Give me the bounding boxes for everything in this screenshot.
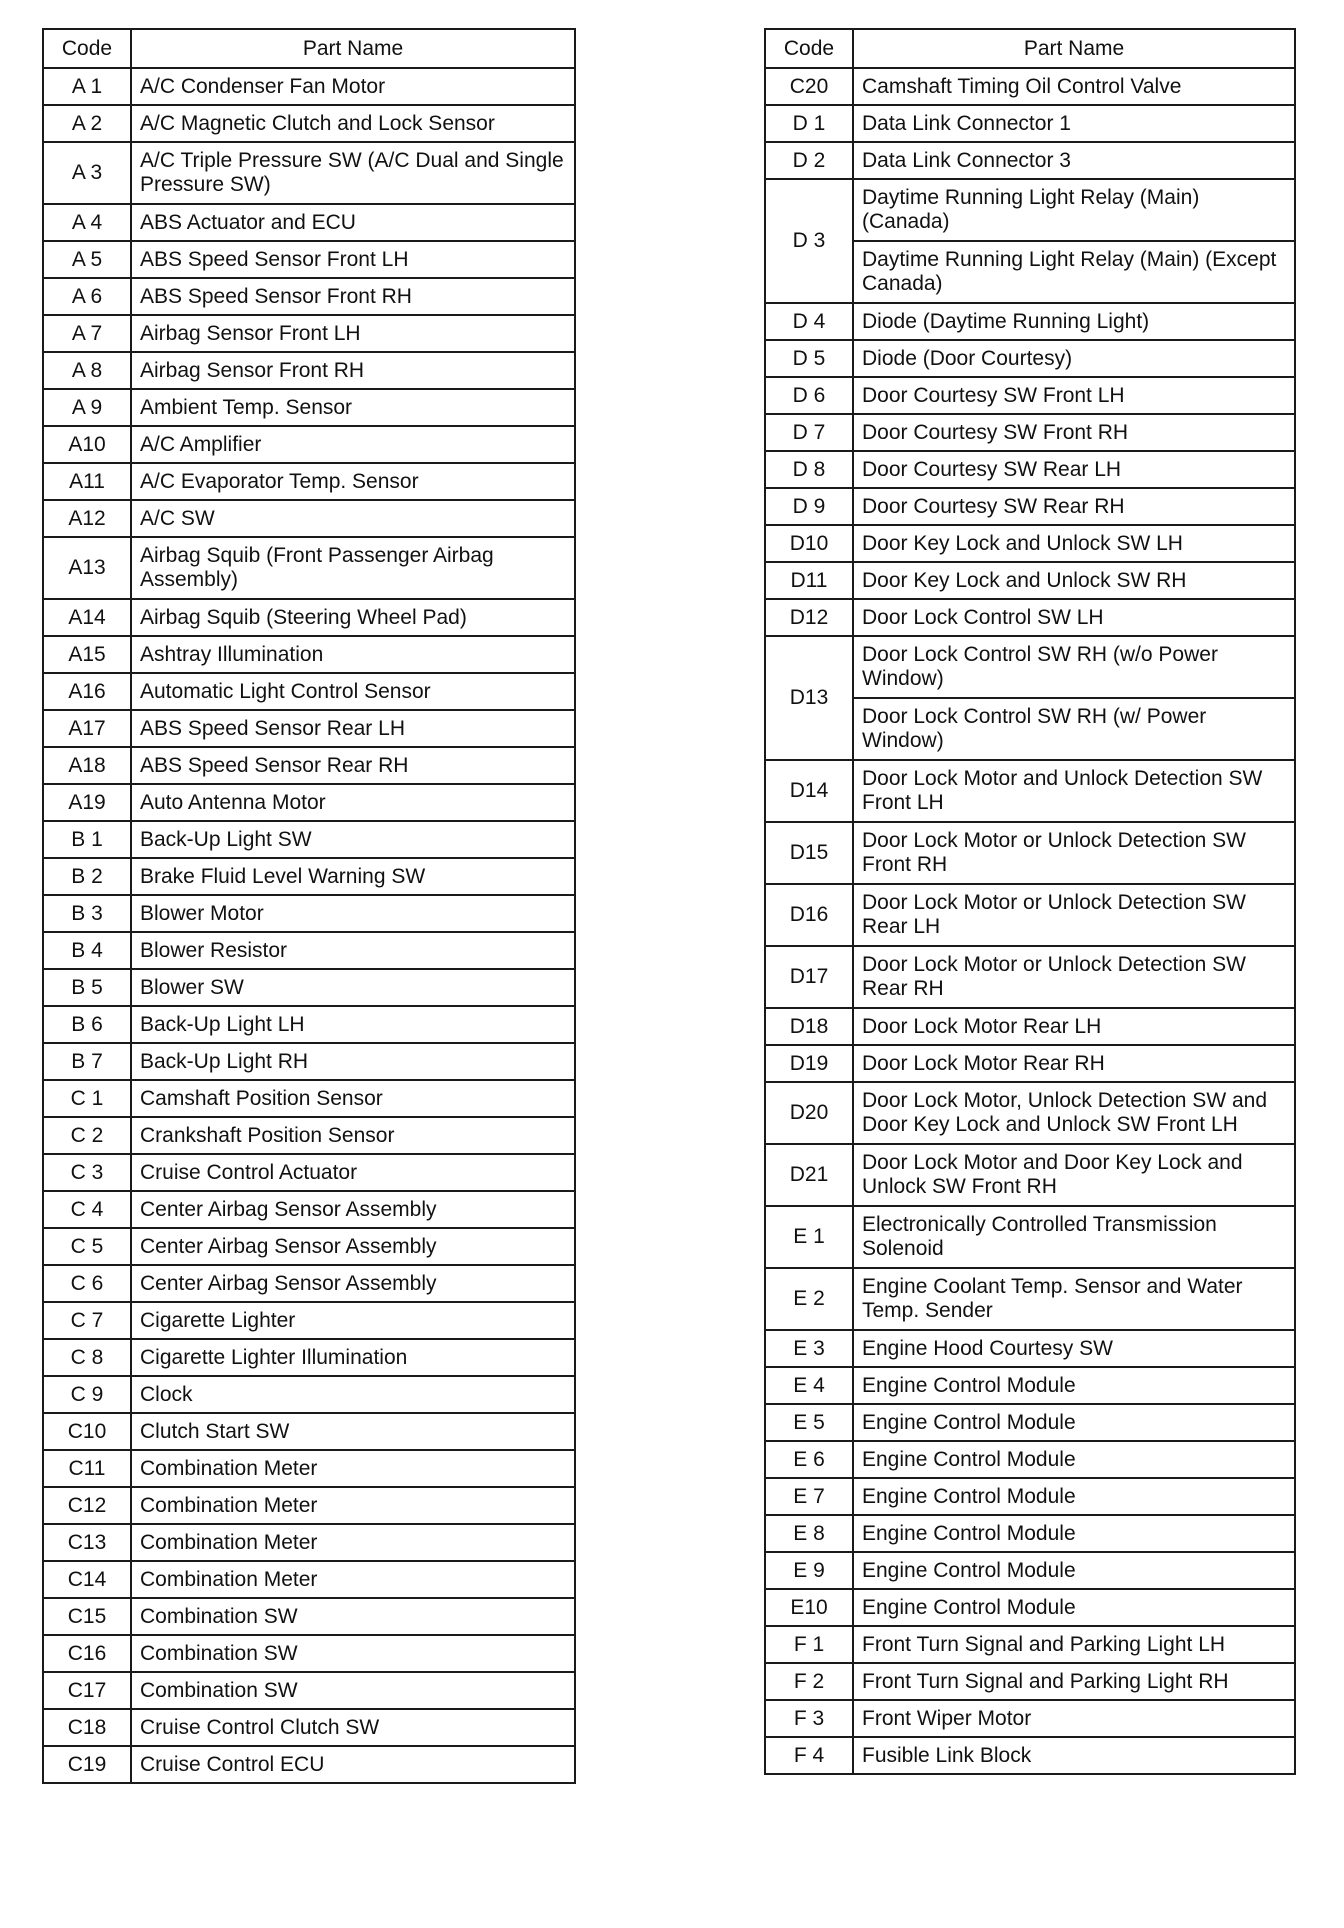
part-name: Door Lock Control SW RH (w/o Power Window) (853, 636, 1295, 698)
part-code: B 2 (43, 858, 131, 895)
part-code: A12 (43, 500, 131, 537)
table-row (43, 426, 575, 463)
part-code: A10 (43, 426, 131, 463)
table-row (43, 747, 575, 784)
table-row (43, 142, 575, 204)
table-row (43, 969, 575, 1006)
part-name: Front Turn Signal and Parking Light LH (853, 1626, 1295, 1663)
table-header-row (765, 29, 1295, 68)
part-name: Daytime Running Light Relay (Main) (Canada) (853, 179, 1295, 241)
part-name: Door Key Lock and Unlock SW RH (853, 562, 1295, 599)
part-name: Front Turn Signal and Parking Light RH (853, 1663, 1295, 1700)
part-code: D11 (765, 562, 853, 599)
table-row (765, 1589, 1295, 1626)
part-code: E10 (765, 1589, 853, 1626)
part-code: F 1 (765, 1626, 853, 1663)
part-name: Front Wiper Motor (853, 1700, 1295, 1737)
parts-table-left (42, 28, 576, 1784)
part-name: Engine Control Module (853, 1367, 1295, 1404)
table-row (43, 1080, 575, 1117)
part-name: Brake Fluid Level Warning SW (131, 858, 575, 895)
table-row (43, 858, 575, 895)
part-name: Crankshaft Position Sensor (131, 1117, 575, 1154)
part-name-column-header: Part Name (853, 29, 1295, 68)
table-row (43, 1339, 575, 1376)
part-code: E 2 (765, 1268, 853, 1330)
table-row (765, 105, 1295, 142)
table-row (43, 1376, 575, 1413)
part-code: A 3 (43, 142, 131, 204)
parts-table-right (764, 28, 1296, 1775)
part-code: D14 (765, 760, 853, 822)
table-row (765, 1441, 1295, 1478)
part-name: Airbag Sensor Front LH (131, 315, 575, 352)
table-row (765, 1478, 1295, 1515)
part-name: Cruise Control Clutch SW (131, 1709, 575, 1746)
table-row (765, 1700, 1295, 1737)
table-row (43, 1302, 575, 1339)
part-name: Diode (Daytime Running Light) (853, 303, 1295, 340)
table-row (43, 710, 575, 747)
part-code: E 8 (765, 1515, 853, 1552)
part-name: Door Key Lock and Unlock SW LH (853, 525, 1295, 562)
part-name: Auto Antenna Motor (131, 784, 575, 821)
part-code: C 4 (43, 1191, 131, 1228)
table-row (43, 673, 575, 710)
part-code: A14 (43, 599, 131, 636)
part-code: C 1 (43, 1080, 131, 1117)
part-name: Engine Control Module (853, 1441, 1295, 1478)
part-code: C 9 (43, 1376, 131, 1413)
table-row (43, 932, 575, 969)
table-row (43, 241, 575, 278)
part-name: Ambient Temp. Sensor (131, 389, 575, 426)
part-code: C12 (43, 1487, 131, 1524)
table-row (765, 377, 1295, 414)
table-row (43, 1524, 575, 1561)
part-code: C 3 (43, 1154, 131, 1191)
part-name: Ashtray Illumination (131, 636, 575, 673)
part-name: Back-Up Light LH (131, 1006, 575, 1043)
part-name: Door Courtesy SW Front LH (853, 377, 1295, 414)
part-code: A 5 (43, 241, 131, 278)
table-row (765, 142, 1295, 179)
table-row (765, 599, 1295, 636)
table-row (43, 537, 575, 599)
part-code: C20 (765, 68, 853, 105)
part-code: D10 (765, 525, 853, 562)
part-code: A 2 (43, 105, 131, 142)
table-row (765, 946, 1295, 1008)
table-row (765, 562, 1295, 599)
table-row (43, 1487, 575, 1524)
table-row (765, 1082, 1295, 1144)
part-code: A13 (43, 537, 131, 599)
table-row (43, 1043, 575, 1080)
part-name: Door Lock Control SW RH (w/ Power Window) (853, 698, 1295, 760)
part-code: A15 (43, 636, 131, 673)
part-code: B 7 (43, 1043, 131, 1080)
part-name-column-header: Part Name (131, 29, 575, 68)
table-row (43, 895, 575, 932)
part-name: Data Link Connector 3 (853, 142, 1295, 179)
part-code: F 4 (765, 1737, 853, 1774)
part-name: Door Courtesy SW Rear LH (853, 451, 1295, 488)
table-row (43, 1746, 575, 1783)
part-code: A17 (43, 710, 131, 747)
part-name: ABS Speed Sensor Front LH (131, 241, 575, 278)
part-name: ABS Speed Sensor Rear LH (131, 710, 575, 747)
table-row (765, 1045, 1295, 1082)
part-name: Door Lock Motor and Door Key Lock and Unlock SW Front RH (853, 1144, 1295, 1206)
table-row (43, 599, 575, 636)
part-code: E 9 (765, 1552, 853, 1589)
part-name: Engine Coolant Temp. Sensor and Water Temp. Sender (853, 1268, 1295, 1330)
part-code: F 3 (765, 1700, 853, 1737)
part-name: A/C Magnetic Clutch and Lock Sensor (131, 105, 575, 142)
table-row (765, 488, 1295, 525)
part-name: Engine Control Module (853, 1515, 1295, 1552)
table-row (765, 179, 1295, 241)
table-row (765, 1330, 1295, 1367)
part-code: A18 (43, 747, 131, 784)
part-code: A19 (43, 784, 131, 821)
part-code: D17 (765, 946, 853, 1008)
part-name: Engine Control Module (853, 1589, 1295, 1626)
part-name: Door Courtesy SW Front RH (853, 414, 1295, 451)
table-row (43, 68, 575, 105)
part-name: Combination Meter (131, 1524, 575, 1561)
part-name: Clock (131, 1376, 575, 1413)
part-code: E 3 (765, 1330, 853, 1367)
part-name: ABS Speed Sensor Rear RH (131, 747, 575, 784)
part-name: Cruise Control ECU (131, 1746, 575, 1783)
part-name: Door Lock Motor or Unlock Detection SW Front RH (853, 822, 1295, 884)
table-row (43, 1598, 575, 1635)
part-name: Camshaft Timing Oil Control Valve (853, 68, 1295, 105)
table-row (765, 1268, 1295, 1330)
table-row (765, 1737, 1295, 1774)
part-code: E 5 (765, 1404, 853, 1441)
part-name: Airbag Sensor Front RH (131, 352, 575, 389)
part-name: Door Courtesy SW Rear RH (853, 488, 1295, 525)
table-row (43, 352, 575, 389)
part-name: Cruise Control Actuator (131, 1154, 575, 1191)
part-code: D21 (765, 1144, 853, 1206)
part-code: D 8 (765, 451, 853, 488)
part-code: A11 (43, 463, 131, 500)
part-code: F 2 (765, 1663, 853, 1700)
part-name: Center Airbag Sensor Assembly (131, 1191, 575, 1228)
table-row (765, 822, 1295, 884)
code-column-header: Code (43, 29, 131, 68)
part-code: A 6 (43, 278, 131, 315)
part-code: D13 (765, 636, 853, 760)
part-code: A 4 (43, 204, 131, 241)
part-name: Combination Meter (131, 1450, 575, 1487)
part-name: Blower Motor (131, 895, 575, 932)
part-code: C14 (43, 1561, 131, 1598)
part-code: C 7 (43, 1302, 131, 1339)
code-column-header: Code (765, 29, 853, 68)
part-code: A 7 (43, 315, 131, 352)
part-name: Engine Control Module (853, 1478, 1295, 1515)
part-code: D18 (765, 1008, 853, 1045)
table-row (43, 1117, 575, 1154)
table-row (765, 1663, 1295, 1700)
part-name: Back-Up Light RH (131, 1043, 575, 1080)
part-name: A/C Triple Pressure SW (A/C Dual and Single Pressure SW) (131, 142, 575, 204)
part-name: Clutch Start SW (131, 1413, 575, 1450)
part-name: Blower Resistor (131, 932, 575, 969)
part-code: B 3 (43, 895, 131, 932)
part-name: Cigarette Lighter Illumination (131, 1339, 575, 1376)
part-name: A/C Amplifier (131, 426, 575, 463)
part-name: Door Lock Motor Rear LH (853, 1008, 1295, 1045)
table-row (765, 525, 1295, 562)
table-row (43, 1228, 575, 1265)
part-code: A 1 (43, 68, 131, 105)
table-row (765, 340, 1295, 377)
table-row (765, 414, 1295, 451)
table-row (765, 1367, 1295, 1404)
part-code: E 6 (765, 1441, 853, 1478)
part-name: Door Lock Motor and Unlock Detection SW Front LH (853, 760, 1295, 822)
part-name: A/C Condenser Fan Motor (131, 68, 575, 105)
part-code: C10 (43, 1413, 131, 1450)
part-code: C 2 (43, 1117, 131, 1154)
part-code: D19 (765, 1045, 853, 1082)
table-row (765, 884, 1295, 946)
part-code: D 2 (765, 142, 853, 179)
part-name: Data Link Connector 1 (853, 105, 1295, 142)
part-code: E 4 (765, 1367, 853, 1404)
part-name: Airbag Squib (Steering Wheel Pad) (131, 599, 575, 636)
table-row (43, 1450, 575, 1487)
part-code: C11 (43, 1450, 131, 1487)
part-name: Combination SW (131, 1598, 575, 1635)
part-code: C16 (43, 1635, 131, 1672)
table-row (765, 68, 1295, 105)
table-row (43, 1561, 575, 1598)
table-row (765, 451, 1295, 488)
part-name: Door Lock Control SW LH (853, 599, 1295, 636)
part-code: B 5 (43, 969, 131, 1006)
part-code: B 4 (43, 932, 131, 969)
part-name: Fusible Link Block (853, 1737, 1295, 1774)
part-code: C 6 (43, 1265, 131, 1302)
table-row (43, 315, 575, 352)
table-row (43, 1413, 575, 1450)
part-name: Combination SW (131, 1672, 575, 1709)
table-row (43, 500, 575, 537)
part-name: Door Lock Motor or Unlock Detection SW Rear RH (853, 946, 1295, 1008)
part-code: C19 (43, 1746, 131, 1783)
part-code: C18 (43, 1709, 131, 1746)
table-row (765, 1206, 1295, 1268)
table-row (765, 1626, 1295, 1663)
table-row (43, 1191, 575, 1228)
table-row (765, 1552, 1295, 1589)
table-header-row (43, 29, 575, 68)
table-row (43, 1154, 575, 1191)
table-row (43, 1265, 575, 1302)
table-row (765, 1144, 1295, 1206)
table-row (43, 636, 575, 673)
part-name: Blower SW (131, 969, 575, 1006)
part-name: Engine Control Module (853, 1404, 1295, 1441)
part-name: ABS Actuator and ECU (131, 204, 575, 241)
part-code: E 7 (765, 1478, 853, 1515)
table-row (43, 1709, 575, 1746)
table-row (43, 821, 575, 858)
part-name: Electronically Controlled Transmission Solenoid (853, 1206, 1295, 1268)
part-name: Combination Meter (131, 1561, 575, 1598)
table-row (765, 636, 1295, 698)
table-row (43, 204, 575, 241)
part-name: Combination SW (131, 1635, 575, 1672)
part-code: C17 (43, 1672, 131, 1709)
part-name: Airbag Squib (Front Passenger Airbag Assembly) (131, 537, 575, 599)
part-code: D 6 (765, 377, 853, 414)
part-name: Camshaft Position Sensor (131, 1080, 575, 1117)
table-row (765, 1404, 1295, 1441)
table-row (43, 389, 575, 426)
part-name: Combination Meter (131, 1487, 575, 1524)
part-code: B 6 (43, 1006, 131, 1043)
part-code: E 1 (765, 1206, 853, 1268)
part-name: Cigarette Lighter (131, 1302, 575, 1339)
part-code: D 4 (765, 303, 853, 340)
part-name: Door Lock Motor, Unlock Detection SW and Door Key Lock and Unlock SW Front LH (853, 1082, 1295, 1144)
table-row (765, 1515, 1295, 1552)
part-name: ABS Speed Sensor Front RH (131, 278, 575, 315)
table-row (43, 105, 575, 142)
part-code: B 1 (43, 821, 131, 858)
part-code: D 7 (765, 414, 853, 451)
part-code: C 8 (43, 1339, 131, 1376)
part-code: C15 (43, 1598, 131, 1635)
part-code: A 8 (43, 352, 131, 389)
part-code: C 5 (43, 1228, 131, 1265)
part-code: A16 (43, 673, 131, 710)
table-row (43, 1635, 575, 1672)
part-name: Automatic Light Control Sensor (131, 673, 575, 710)
part-name: Back-Up Light SW (131, 821, 575, 858)
part-name: A/C SW (131, 500, 575, 537)
table-row (43, 278, 575, 315)
table-row (43, 1006, 575, 1043)
part-name: Diode (Door Courtesy) (853, 340, 1295, 377)
part-name: Engine Control Module (853, 1552, 1295, 1589)
part-code: D 3 (765, 179, 853, 303)
table-row (43, 1672, 575, 1709)
table-row (765, 303, 1295, 340)
part-name: Center Airbag Sensor Assembly (131, 1228, 575, 1265)
part-name: Door Lock Motor Rear RH (853, 1045, 1295, 1082)
part-name: Center Airbag Sensor Assembly (131, 1265, 575, 1302)
part-code: D15 (765, 822, 853, 884)
table-row (765, 1008, 1295, 1045)
part-code: D 9 (765, 488, 853, 525)
part-name: Daytime Running Light Relay (Main) (Except Canada) (853, 241, 1295, 303)
part-code: D 1 (765, 105, 853, 142)
part-code: D16 (765, 884, 853, 946)
table-row (43, 784, 575, 821)
part-code: D 5 (765, 340, 853, 377)
part-name: A/C Evaporator Temp. Sensor (131, 463, 575, 500)
part-code: D12 (765, 599, 853, 636)
table-row (43, 463, 575, 500)
part-code: C13 (43, 1524, 131, 1561)
part-name: Engine Hood Courtesy SW (853, 1330, 1295, 1367)
table-row (765, 760, 1295, 822)
part-code: D20 (765, 1082, 853, 1144)
part-name: Door Lock Motor or Unlock Detection SW Rear LH (853, 884, 1295, 946)
part-code: A 9 (43, 389, 131, 426)
